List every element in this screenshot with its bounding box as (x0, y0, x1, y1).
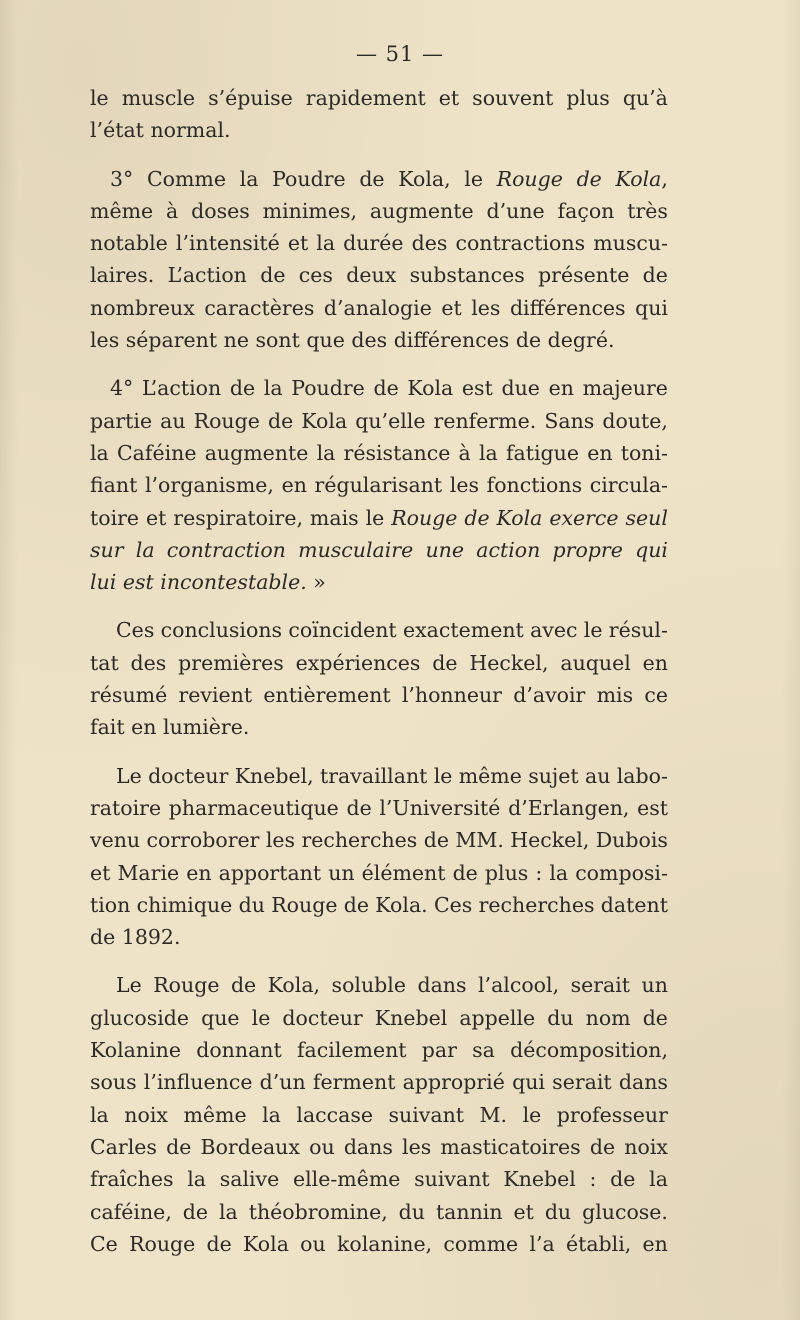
text-line: 3° Comme la Poudre de Kola, le Rouge de Kola, (110, 166, 668, 191)
text-line: Le Rouge de Kola, soluble dans l’alcool, serait un (116, 973, 668, 998)
text-line: l’état normal. (90, 118, 231, 143)
text-line: toire et respiratoire, mais le Rouge de Kola exerce seul (90, 505, 668, 530)
text-line: sur la contraction musculaire une action propre qui (90, 537, 668, 562)
text-line: Carles de Bordeaux ou dans les masticatoires de noix (90, 1134, 668, 1159)
text-line: la noix même la laccase suivant M. le professeur (90, 1102, 668, 1127)
text-line: laires. L’action de ces deux substances présente de (90, 263, 668, 288)
text-line: glucoside que le docteur Knebel appelle du nom de (90, 1005, 668, 1030)
body-text (90, 82, 668, 1260)
text-line: caféine, de la théobromine, du tannin et du glucose. (90, 1199, 668, 1224)
text-line: Kolanine donnant facilement par sa décomposition, (90, 1038, 668, 1063)
text-line: résumé revient entièrement l’honneur d’avoir mis ce (90, 683, 668, 708)
text-line: sous l’influence d’un ferment approprié qui serait dans (90, 1070, 668, 1095)
text-line: la Caféine augmente la résistance à la fatigue en toni- (90, 440, 668, 465)
text-line: 4° L’action de la Poudre de Kola est due en majeure (110, 376, 668, 401)
page-number: — 51 — (355, 42, 445, 66)
text-line: venu corroborer les recherches de MM. Heckel, Dubois (90, 828, 668, 853)
text-line: fiant l’organisme, en régularisant les fonctions circula- (90, 473, 668, 498)
text-line: Ces conclusions coïncident exactement avec le résul- (116, 618, 668, 643)
text-line: Ce Rouge de Kola ou kolanine, comme l’a établi, en (90, 1231, 668, 1256)
text-line: Le docteur Knebel, travaillant le même sujet au labo- (116, 763, 668, 788)
text-line: même à doses minimes, augmente d’une façon très (90, 198, 668, 223)
text-line: ratoire pharmaceutique de l’Université d’Erlangen, est (90, 795, 668, 820)
text-line: de 1892. (90, 925, 181, 950)
text-line: et Marie en apportant un élément de plus : la composi- (90, 860, 668, 885)
text-line: lui est incontestable. » (90, 570, 326, 595)
text-line: fait en lumière. (90, 715, 250, 740)
text-line: partie au Rouge de Kola qu’elle renferme. Sans doute, (90, 408, 668, 433)
text-line: fraîches la salive elle-même suivant Knebel : de la (90, 1167, 668, 1192)
text-line: le muscle s’épuise rapidement et souvent plus qu’à (90, 86, 668, 110)
text-line: tat des premières expériences de Heckel, auquel en (90, 650, 668, 675)
text-line: les séparent ne sont que des différences de degré. (90, 328, 615, 353)
text-line: tion chimique du Rouge de Kola. Ces recherches datent (90, 892, 668, 917)
text-line: notable l’intensité et la durée des contractions muscu- (90, 231, 668, 256)
text-line: nombreux caractères d’analogie et les différences qui (90, 295, 668, 320)
